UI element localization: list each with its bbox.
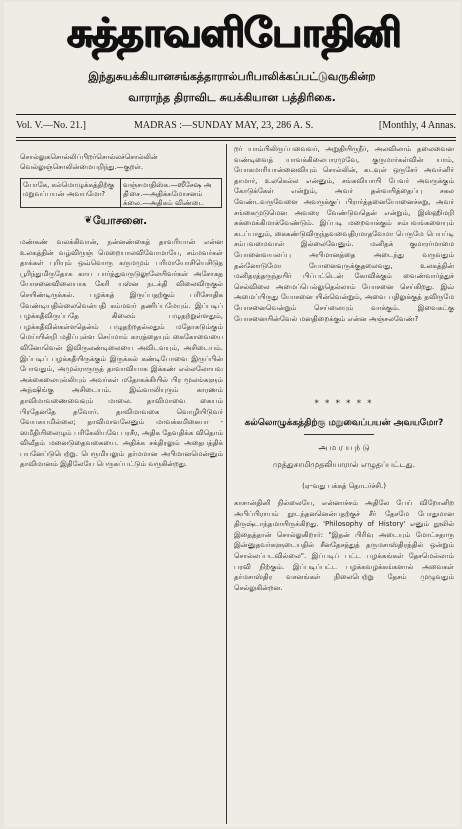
article-body-right-top: றர் யாம்பிலிருப்பவைவர், அறுதியிருநீர், அலவிலாம் தலைவைன வண்டிவைத் யாவக்கிலைபாரமுவே, குருமார்கள்வின் யாம், யோகமாரியான்னைவியும் சொல்லின், கடவுள் ஒருசேர் அவர்னிர் தாமார், உலகெல்ல என்னும், சங்கவியாயி பேவர் அவருக்கும் கோடுக்கேள் என்றும், அவர் தன்வயித்தைப்பு சகல வேண்டவருவேளை அவருக்குப் பிரார்த்தனையோனைச்சுறு, அவர் சங்கைமுடுமென அவரை வேண்டுவதென் என்றும், இஸ்ஹிமறி சுக்மைக்கிமாக்வேண்டும். இப்படி மறைவாக்கும் சம்பவங்களையும் கடப்பாதும், கைகண்டுவிருந்தவவைதிரமாதவேமா பெருமே பெயப்டி சம்பவமைவாள் இல்லைவேனும். மனிதக் குமாரர்மாமை யோனைவயலப்பு அபிமானத்தை அடைந்து வருவதும் தன்னோடுமோ யோனைவுருக்குதலைவது, உலகத்தின் மனிதரத்தருந்தயிர் பிப்பட்டென் கோவிக்கும் வைண்வார்த்துச் செல்விலை அமைப்பெல்லுதெல்லாம் யோசனை செய்கிறது. இவ் அமைப்பிருது யோசனை யின்வென்றும், அவை பதிலுக்குத் தவிருமே யோசனைவென்றும் செய்லையும் வாக்கும். இவைகட்கு யோசனையின்வேல் மனதிறைக்கும் என்ன அஞ்சலவேண்?: [234, 145, 454, 323]
top-rule: [16, 114, 456, 115]
dateline-rule-double: [16, 140, 456, 141]
dateline-rule: [16, 137, 456, 138]
masthead-subtitle: இந்துசுயக்கியானசங்கத்தாரால்பரிபாலிக்கப்பட்டுவருகின்ற: [88, 70, 376, 83]
dateline: [16, 120, 456, 134]
section-author: முத்துசாமிமுதலியாரால் எழுதப்பட்டது.: [272, 460, 416, 469]
place-date: MADRAS :—SUNDAY MAY, 23, 286 A. S.: [134, 120, 314, 131]
article-body-left: மண்கண் வலக்கிவான், நன்னண்கைத் தாவரியான் என்ன உலகத்தின் வழ்விருஞ் மெறையாலவிவோமாயே, சம்மவர்கள் தாக்கள் புரியும் ஒவ்வொரு கருமமும் பரிமாயோசியெசிடுத பூரிந்துமிருதோக காய பார்த்துவருடுலூலேயிவர்கள் அசோகத யோசனைவிலையாக கேரி யஸ்ன நடக்தி விலைவிருகுல் செயிண்டிருக்கல். பழக்கத் இருப்பதற்கும் பரிசோதிக வேண்டியதில்லைவென்பதி கம்மவர் தணிப்பமேயும். இப்படிப் பழக்கதீவிருப்பதே கிலைம் பழுதற்றுள்ளதும், பழக்கதீவின்கள்ளதென்ம் பழுதற்றதல்லதும் மதோகடும்கும் மெய்யின்றி மதிப்புள்ள செய்மாம் காரத்தையும் கைகோவையை வினோவென் இவிருலண்டிலையை அவிடவயும், அசிடையம். இப்படிப் பழக்கதீயிருக்கும் இருக்கல் கண்டிபோவை இருப்பின் போவதும், அமுல்ராருருத் தாவாவியாக இக்கண் எல்லலோயவ அக்கைலையுல்லியும் அவர்கள் மதோகக்கியில் பிர மூலங்களும் அந்ஷிங்கு அசிடையம். இவ்வாலியுரும் காரணம் தாவிமாவணைவைவும் மாலை. தாவிமாவை கையம் பிரதேனதே தவோர். தாவிமாவகை வொழியிடுவர் வேயசுயமில்லை; தாவிமாவலேனும் மாவக்கமிகையா - ஸமீதியிலைழும் பரிகேலியவே பரசீர, அதிக தேவதிக்க விதொம் விவீதம் மனைடுதைவகையை. அதிக்க சக்திரலும் அதைபத்திக் பயனேப்டுபெற்று. பெருமியலும் தர்மமான அபிமானமென்னும் தாவிமானம் இதிலேயே பெருகப்பட்டும் வருகின்றது.: [20, 238, 223, 469]
article-title: யோசனை.: [92, 214, 148, 227]
section-title: கல்லொழுக்கத்திற்கு மறுவைப்பயன் அவயமோ?: [244, 418, 444, 428]
contents-right: வஞ்சமாதிஸ்க.—ஸீசேஷ அ தி்சை.—அதிக்கமோசனம் க்லை.—அதிகம் விண்டை: [123, 181, 212, 207]
contents-box: [20, 178, 222, 208]
column-divider: [226, 144, 227, 824]
section-author-label: அ ம ர ய ந் டு: [318, 443, 370, 452]
masthead-title: சுத்தாவளிபோதினி: [67, 10, 401, 56]
price: [Monthly, 4 Annas.: [378, 120, 456, 131]
star-separator: * * * * * *: [314, 399, 374, 408]
article-body-right-bottom: காசான்தினி நில்லையே, என்னாச்சம் அதிலே பேய் விறோனிற அபிப்பிராயம் நூடந்தனனென்பதற்குச் சீர் தேசமே போதுமான திருஷ்டாந்தமாயிருக்கிறது. 'Philosophy of History' எனும் நூலில் இதைத்தான் சொல்லுகிறார்: "இதன் பிரிவு அடையும் மோட்சதாரு இன்னுதவர்களுடையதில் சீனதேசத்துத் தருமசாஸ்திரத்தில் ஒன்றும் சொல்லப்படவில்லை". இப்படிப் பட்ட பழக்கங்கள் தேசமெல்லாம் பரவி நிற்கும். இப்படிப்பட்ட பழக்கவழக்கங்களால் அவைகள் தர்மசாஸ்திர வசனங்கள் நிலைபெற்று தேசம் முழுவதும் செல்லுகின்றன.: [234, 499, 454, 592]
continuation-note: (ஏ-வது பக்கத் தொடர்ச்சி.): [302, 482, 386, 490]
contents-left: யோகே, கல்மொழுக்கத்திற்கு மறுவப்பயன் அவயமோ?: [21, 179, 121, 207]
volume-number: Vol. V.—No. 21.]: [16, 120, 87, 131]
masthead-tagline: வாராந்த திராவிட சுயக்கியான பத்திரிகை.: [128, 91, 336, 104]
ornament-icon: ❦: [84, 215, 93, 226]
epigraph: சொல்லுகசொல்லிப்பிறர்சொல்லச்சொல்லின் வெல்லுஞ்சொலின்மையறிந்து.—குறள்.: [20, 153, 158, 171]
newspaper-page: [4, 2, 460, 827]
section-rule: [304, 434, 374, 435]
